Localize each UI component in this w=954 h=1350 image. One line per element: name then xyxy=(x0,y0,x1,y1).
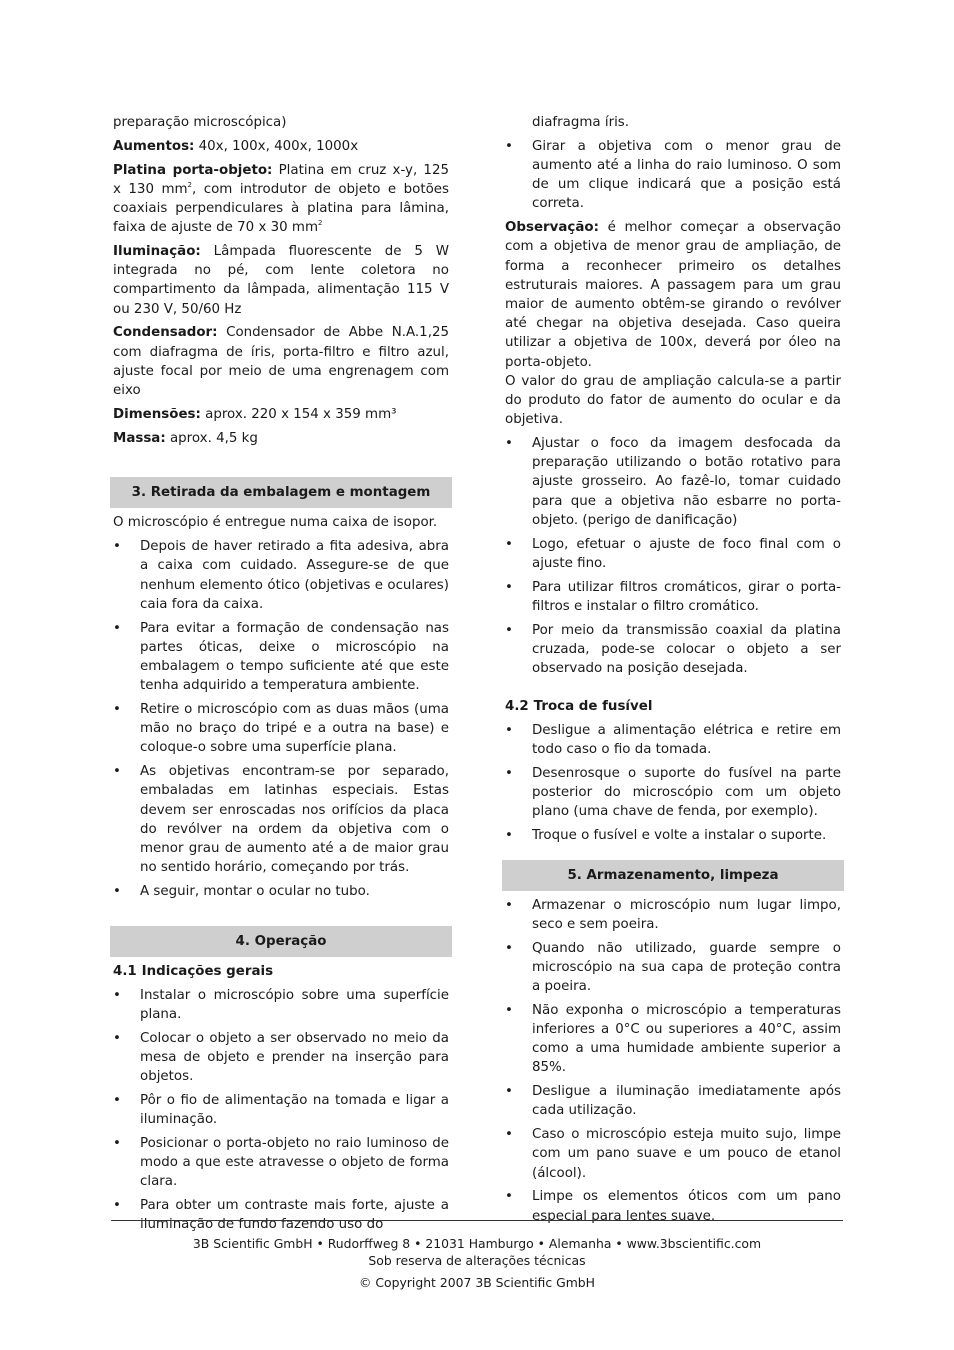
right-column xyxy=(505,113,841,1230)
spec-dimensions xyxy=(113,405,449,424)
list-item: • Para evitar a formação de condensação nas partes óticas, deixe o microscópio na embalagem o tempo suficiente até que este tenha adquirido a temperatura ambiente. xyxy=(113,619,449,696)
spec-condenser xyxy=(113,323,449,400)
section-5-list xyxy=(505,896,841,1226)
list-item: • Para utilizar filtros cromáticos, girar o porta-filtros e instalar o filtro cromático. xyxy=(505,578,841,616)
list-item: • Ajustar o foco da imagem desfocada da preparação utilizando o botão rotativo para ajuste grosseiro. Ao fazê-lo, tomar cuidado para que a objetiva não esbarre no porta-objeto. (perigo de danificação) xyxy=(505,434,841,530)
list-item-continuation: diafragma íris. xyxy=(532,115,630,130)
spec-illumination xyxy=(113,242,449,319)
spec-label: Dimensões: xyxy=(113,406,201,422)
list-item: • Desenrosque o suporte do fusível na parte posterior do microscópio com um objeto plano (uma chave de fenda, por exemplo). xyxy=(505,764,841,822)
spec-value: aprox. 220 x 154 x 359 mm³ xyxy=(200,406,397,422)
list-item: • Caso o microscópio esteja muito sujo, limpe com um pano suave e um pouco de etanol (álcool). xyxy=(505,1125,841,1183)
list-item: • Retire o microscópio com as duas mãos (uma mão no braço do tripé e a outra na base) e coloque-o sobre uma superfície plana. xyxy=(113,700,449,758)
footer-notice: Sob reserva de alterações técnicas xyxy=(368,1253,586,1268)
subsection-title: Indicações gerais xyxy=(141,963,274,979)
list-item: • Posicionar o porta-objeto no raio luminoso de modo a que este atravesse o objeto de forma clara. xyxy=(113,1134,449,1192)
spec-value: Condensador de Abbe N.A.1,25 com diafragma de íris, porta-filtro e filtro azul, ajuste focal por meio de uma engrenagem com eixo xyxy=(113,325,449,399)
spec-mass xyxy=(113,429,449,448)
spec-label: Massa: xyxy=(113,430,166,446)
spec-label: Iluminação: xyxy=(113,244,201,259)
spec-magnification xyxy=(113,137,449,156)
spec-continuation: preparação microscópica) xyxy=(113,115,287,130)
list-item: • Limpe os elementos óticos com um pano especial para lentes suave. xyxy=(505,1187,841,1225)
note-label: Observação: xyxy=(505,220,599,236)
subsection-4-1-heading xyxy=(113,962,449,981)
section-5-heading: 5. Armazenamento, limpeza xyxy=(502,860,844,891)
spec-value: Lâmpada fluorescente de 5 W integrada no pé, com lente coletora no compartimento da lâmpada, alimentação 115 V ou 230 V, 50/60 Hz xyxy=(113,244,449,317)
spec-value: , com introdutor de objeto e botões coaxiais perpendiculares à platina para lâmina, faixa de ajuste de 70 x 30 mm xyxy=(113,181,449,236)
spec-label: Aumentos: xyxy=(113,138,195,154)
subsection-number: 4.1 xyxy=(113,963,137,979)
list-item: • A seguir, montar o ocular no tubo. xyxy=(113,882,449,901)
list-item: • Depois de haver retirado a fita adesiva, abra a caixa com cuidado. Assegure-se de que nenhum elemento ótico (objetivas e oculares) caia fora da caixa. xyxy=(113,537,449,614)
list-item: • Quando não utilizado, guarde sempre o microscópio na sua capa de proteção contra a poeira. xyxy=(505,939,841,997)
observation-note xyxy=(505,218,841,372)
list-item: • Desligue a alimentação elétrica e retire em todo caso o fio da tomada. xyxy=(505,721,841,759)
superscript: 2 xyxy=(187,180,193,189)
section-3-intro: O microscópio é entregue numa caixa de isopor. xyxy=(113,515,438,531)
list-item: • Girar a objetiva com o menor grau de aumento até a linha do raio luminoso. O som de um clique indicará que a posição está correta. xyxy=(505,137,841,214)
spec-value: 40x, 100x, 400x, 1000x xyxy=(194,138,359,154)
spec-value: Platina em cruz x-y, 125 x 130 mm xyxy=(113,162,449,197)
list-item: • Pôr o fio de alimentação na tomada e ligar a iluminação. xyxy=(113,1091,449,1129)
spec-label: Condensador: xyxy=(113,325,218,341)
spec-stage xyxy=(113,161,449,238)
list-item: • Troque o fusível e volte a instalar o suporte. xyxy=(505,826,841,845)
magnification-note: O valor do grau de ampliação calcula-se a partir do produto do fator de aumento do ocular e da objetiva. xyxy=(505,373,841,428)
subsection-number: 4.2 xyxy=(505,698,529,714)
subsection-4-2-heading xyxy=(505,697,841,716)
section-3-list xyxy=(113,537,449,901)
fuse-list xyxy=(505,721,841,845)
list-item: • Por meio da transmissão coaxial da platina cruzada, pode-se colocar o objeto a ser observado na posição desejada. xyxy=(505,621,841,679)
list-item: • Desligue a iluminação imediatamente após cada utilização. xyxy=(505,1082,841,1120)
list-item: • Para obter um contraste mais forte, ajuste a iluminação de fundo fazendo uso do xyxy=(113,1196,449,1234)
subsection-title: Troca de fusível xyxy=(533,698,653,714)
footer-address: 3B Scientific GmbH • Rudorffweg 8 • 21031 Hamburgo • Alemanha • www.3bscientific.com xyxy=(192,1236,762,1251)
superscript: 2 xyxy=(318,219,323,228)
focus-list xyxy=(505,434,841,678)
spec-label: Platina porta-objeto: xyxy=(113,162,273,178)
section-4-1-list xyxy=(113,986,449,1235)
list-item: • As objetivas encontram-se por separado, embaladas em latinhas especiais. Estas devem ser enroscadas nos orifícios da placa do revólver na ordem da objetiva com o menor grau de aumento até a de maior grau no sentido horário, começando por trás. xyxy=(113,762,449,877)
operation-list-continued xyxy=(505,113,841,214)
list-item: • Colocar o objeto a ser observado no meio da mesa de objeto e prender na inserção para objetos. xyxy=(113,1029,449,1087)
list-item: • Instalar o microscópio sobre uma superfície plana. xyxy=(113,986,449,1024)
left-column xyxy=(113,113,449,1239)
footer-divider xyxy=(111,1220,843,1221)
note-text: é melhor começar a observação com a objetiva de menor grau de ampliação, de forma a reconhecer primeiro os detalhes estruturais maiores. A passagem para um grau maior de aumento obtêm-se girando o revólver até chegar na objetiva desejada. Caso queira utilizar a objetiva de 100x, deverá por óleo na porta-objeto. xyxy=(505,220,841,370)
section-4-heading: 4. Operação xyxy=(110,926,452,957)
list-item: • Logo, efetuar o ajuste de foco final com o ajuste fino. xyxy=(505,535,841,573)
footer-copyright: © Copyright 2007 3B Scientific GmbH xyxy=(359,1275,595,1290)
list-item: • Não exponha o microscópio a temperaturas inferiores a 0°C ou superiores a 40°C, assim como a uma humidade ambiente superior a 85%. xyxy=(505,1001,841,1078)
section-3-heading: 3. Retirada da embalagem e montagem xyxy=(110,477,452,508)
list-item: • Armazenar o microscópio num lugar limpo, seco e sem poeira. xyxy=(505,896,841,934)
spec-value: aprox. 4,5 kg xyxy=(165,430,258,446)
